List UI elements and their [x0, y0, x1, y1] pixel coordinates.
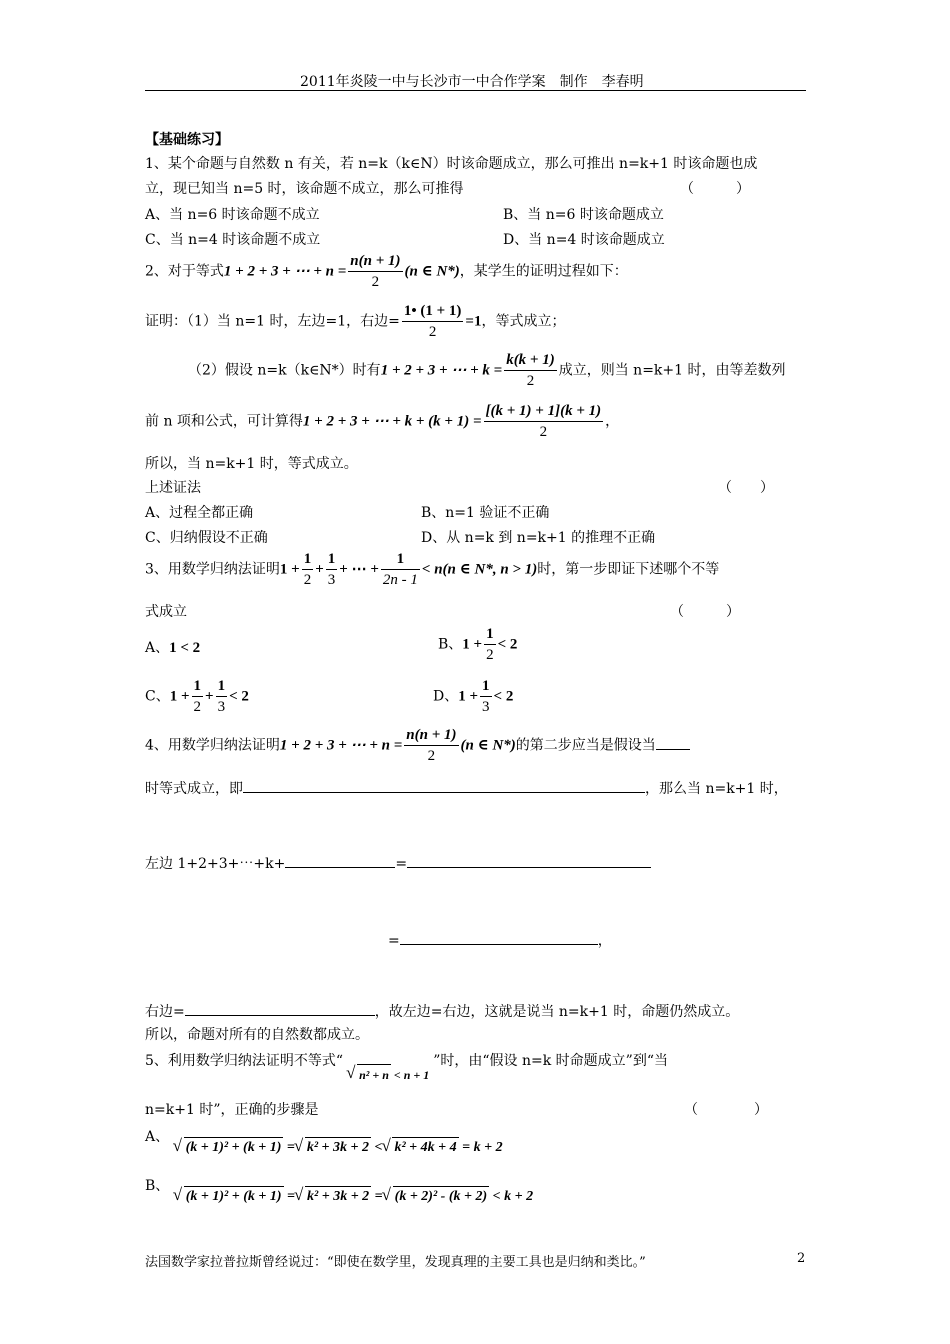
- q1-line2: 立，现已知当 n=5 时，该命题不成立，那么可推得: [145, 181, 464, 197]
- q2-proof3: [145, 402, 619, 441]
- q5-answer-paren: （ ）: [684, 1102, 768, 1118]
- q4-fraction: [404, 726, 458, 765]
- q3-statement: [145, 550, 719, 589]
- q3-frac3-den: 2n - 1: [382, 572, 418, 588]
- q3-optC-frac1: [192, 677, 204, 716]
- q2-proof1-fraction: [402, 302, 464, 341]
- q3-optC-post: < 2: [229, 688, 249, 705]
- q5-sqrt: √ n² + n: [357, 1064, 391, 1085]
- q4-blank-term[interactable]: [285, 851, 395, 868]
- q4-suffix: 的第二步应当是假设当: [515, 737, 656, 754]
- q3-formula-a: 1 +: [279, 561, 300, 578]
- q4-blank-right[interactable]: [185, 999, 375, 1016]
- q4-conclusion: 所以，命题对所有的自然数都成立。: [145, 1027, 369, 1043]
- q2-proof1: [145, 302, 565, 341]
- q4-left-side-2: [388, 928, 612, 950]
- q3-optA-formula: 1 < 2: [169, 640, 201, 656]
- q3-option-d: [433, 677, 513, 716]
- q4-num: n(n + 1): [404, 726, 458, 746]
- q3-option-b: [438, 625, 517, 664]
- q2-num: n(n + 1): [348, 252, 402, 272]
- q2-proof3-suffix: ，: [605, 413, 620, 430]
- q2-option-a: A、过程全都正确: [145, 505, 254, 521]
- q3-prefix: 3、用数学归纳法证明: [145, 561, 280, 578]
- q5-optB-r1: √ (k + 1)² + (k + 1): [184, 1186, 284, 1207]
- q2-proof3-den: 2: [539, 424, 548, 440]
- q4-right-side: [145, 999, 739, 1021]
- q1-option-c: C、当 n=4 时该命题不成立: [145, 232, 321, 248]
- q3-answer-paren: （ ）: [670, 604, 740, 620]
- q4-statement: [145, 726, 690, 765]
- q2-proof2-suffix: 成立，则当 n=k+1 时，由等差数列: [558, 362, 786, 379]
- q2-proof2-prefix: （2）假设 n=k（k∈N*）时有: [188, 362, 381, 379]
- q3-optD-post: < 2: [493, 688, 514, 705]
- q2-lhs: 1 + 2 + 3 + ⋯ + n =: [223, 263, 347, 280]
- q4-right-prefix: 右边=: [145, 1004, 185, 1020]
- q5-optB-formula: [174, 1189, 533, 1204]
- section-heading: 【基础练习】: [145, 132, 229, 148]
- q5-ineq-rest: < n + 1: [393, 1068, 430, 1082]
- q4-line2: [145, 776, 788, 798]
- q2-proof3-num: [(k + 1) + 1](k + 1): [484, 402, 604, 422]
- q3-optC-mid: +: [205, 688, 214, 705]
- q4-blank-equation[interactable]: [243, 776, 645, 793]
- q2-fraction: [348, 252, 402, 291]
- q2-statement: [145, 252, 628, 291]
- q3-frac2: [326, 550, 338, 589]
- q2-answer-paren: （ ）: [718, 480, 774, 496]
- q5-optA-label: A、: [145, 1129, 170, 1145]
- q4-den: 2: [427, 748, 436, 764]
- q5-optA-e2: <: [374, 1140, 383, 1155]
- q3-optB-den: 2: [486, 647, 494, 663]
- q3-suffix: 时，第一步即证下述哪个不等: [537, 561, 720, 578]
- q3-optC-n1: 1: [192, 677, 204, 697]
- q5-line2: n=k+1 时”，正确的步骤是: [145, 1102, 319, 1118]
- q2-proof1-prefix: 证明：（1）当 n=1 时，左边=1，右边=: [145, 313, 400, 330]
- q5-inequality: [347, 1068, 429, 1082]
- q3-optB-num: 1: [484, 625, 496, 645]
- q3-optB-label: B、: [438, 636, 463, 653]
- q2-prefix: 2、对于等式: [145, 263, 224, 280]
- q3-line2: 式成立: [145, 604, 187, 620]
- q3-formula-b: < n(n ∈ N*, n > 1): [421, 561, 538, 578]
- q2-option-d: D、从 n=k 到 n=k+1 的推理不正确: [421, 530, 656, 546]
- q4-blank-left2[interactable]: [400, 928, 598, 945]
- q3-frac1-num: 1: [302, 550, 314, 570]
- q5-optA-e3: = k + 2: [462, 1140, 503, 1155]
- q4-eq2: =: [388, 933, 400, 949]
- q5-optB-label: B、: [145, 1178, 170, 1194]
- q3-optB-pre: 1 +: [462, 636, 483, 653]
- q4-blank-k[interactable]: [656, 733, 690, 750]
- q2-proof1-suffix: ，等式成立；: [481, 313, 566, 330]
- q1-option-d: D、当 n=4 时该命题成立: [503, 232, 665, 248]
- q2-option-c: C、归纳假设不正确: [145, 530, 268, 546]
- q5-optB-e2: =: [374, 1189, 383, 1204]
- q2-conclusion: 所以，当 n=k+1 时，等式成立。: [145, 456, 358, 472]
- q2-suffix: ，某学生的证明过程如下：: [459, 263, 628, 280]
- q2-proof3-fraction: [484, 402, 604, 441]
- q2-option-b: B、n=1 验证不正确: [421, 505, 550, 521]
- q4-right-suffix: ，故左边=右边，这就是说当 n=k+1 时，命题仍然成立。: [374, 1004, 740, 1020]
- q2-proof3-prefix: 前 n 项和公式，可计算得: [145, 413, 303, 430]
- q5-optA-r3: √ k² + 4k + 4: [392, 1137, 458, 1158]
- q2-proof2-fraction: [504, 351, 557, 390]
- header-rule: [145, 90, 806, 91]
- q5-prefix: 5、利用数学归纳法证明不等式“: [145, 1053, 344, 1069]
- q3-frac3: [381, 550, 420, 589]
- q3-optC-pre: 1 +: [169, 688, 190, 705]
- q3-optC-d1: 2: [193, 699, 202, 715]
- q1-option-b: B、当 n=6 时该命题成立: [503, 207, 664, 223]
- q3-optC-n2: 1: [216, 677, 228, 697]
- q4-prefix: 4、用数学归纳法证明: [145, 737, 280, 754]
- q2-proof2-den: 2: [526, 373, 535, 389]
- q3-optD-frac: [480, 677, 492, 716]
- q5-optA-formula: [174, 1140, 503, 1155]
- q5-optB-e1: =: [287, 1189, 296, 1204]
- q4-blank-left1[interactable]: [407, 851, 651, 868]
- q3-frac2-num: 1: [326, 550, 338, 570]
- q3-frac3-num: 1: [381, 550, 420, 570]
- q4-left-side: [145, 851, 651, 873]
- q4-line2-suffix: ，那么当 n=k+1 时，: [645, 781, 788, 797]
- q4-lhs: 1 + 2 + 3 + ⋯ + n =: [279, 737, 403, 754]
- q5-optB-r3: √ (k + 2)² - (k + 2): [393, 1186, 489, 1207]
- q5-optA-e1: =: [286, 1140, 295, 1155]
- q5-optA-r2: √ k² + 3k + 2: [305, 1137, 371, 1158]
- q3-plus: +: [315, 561, 324, 578]
- q5-optB-r2: √ k² + 3k + 2: [305, 1186, 371, 1207]
- q4-eq: =: [395, 856, 408, 872]
- footer-quote: 法国数学家拉普拉斯曾经说过：“即使在数学里，发现真理的主要工具也是归纳和类比。”: [145, 1255, 646, 1270]
- q3-frac1: [302, 550, 314, 589]
- q3-optD-den: 3: [482, 699, 490, 715]
- q5-statement: [145, 1050, 668, 1082]
- page-number: 2: [797, 1251, 806, 1266]
- q3-optD-num: 1: [480, 677, 492, 697]
- q2-proof3-lhs: 1 + 2 + 3 + ⋯ + k + (k + 1) =: [302, 413, 482, 430]
- q3-frac1-den: 2: [303, 572, 312, 588]
- q3-optB-post: < 2: [497, 636, 518, 653]
- q3-optC-d2: 3: [217, 699, 226, 715]
- q3-optC-label: C、: [145, 688, 170, 705]
- q2-proof1-num: 1• (1 + 1): [402, 302, 464, 322]
- q3-optA-label: A、: [145, 640, 170, 656]
- q1-option-a: A、当 n=6 时该命题不成立: [145, 207, 320, 223]
- q3-optB-frac: [484, 625, 496, 664]
- q3-optD-pre: 1 +: [458, 688, 479, 705]
- q1-line1: 1、某个命题与自然数 n 有关，若 n=k（k∈N）时该命题成立，那么可推出 n=k+1 时该命题也成: [145, 156, 758, 172]
- q5-option-a: [145, 1126, 503, 1155]
- q3-frac2-den: 3: [327, 572, 336, 588]
- q3-optC-frac2: [216, 677, 228, 716]
- q4-comma: ，: [597, 933, 612, 949]
- q2-proof2: [188, 351, 786, 390]
- q2-den: 2: [371, 274, 380, 290]
- q4-left-prefix: 左边 1+2+3+⋯+k+: [145, 856, 286, 872]
- q3-dots: + ⋯ +: [339, 561, 379, 578]
- q5-option-b: [145, 1175, 534, 1204]
- page-header: 2011年炎陵一中与长沙市一中合作学案 制作 李春明: [300, 74, 644, 90]
- q3-optD-label: D、: [433, 688, 459, 705]
- q3-option-a: [145, 637, 200, 657]
- q5-optB-e3: < k + 2: [492, 1189, 534, 1204]
- q2-proof1-den: 2: [428, 324, 437, 340]
- q2-proof1-eq: =1: [465, 313, 482, 330]
- q2-cond: (n ∈ N*): [404, 263, 460, 280]
- q5-suffix: ”时，由“假设 n=k 时命题成立”到“当: [433, 1053, 668, 1069]
- q3-option-c: [145, 677, 249, 716]
- q5-optA-r1: √ (k + 1)² + (k + 1): [184, 1137, 284, 1158]
- q2-proof2-lhs: 1 + 2 + 3 + ⋯ + k =: [380, 362, 503, 379]
- q1-answer-paren: （ ）: [680, 181, 750, 197]
- q2-question: 上述证法: [145, 480, 201, 496]
- q2-proof2-num: k(k + 1): [504, 351, 557, 371]
- q4-cond: (n ∈ N*): [460, 737, 516, 754]
- q4-line2-prefix: 时等式成立，即: [145, 781, 243, 797]
